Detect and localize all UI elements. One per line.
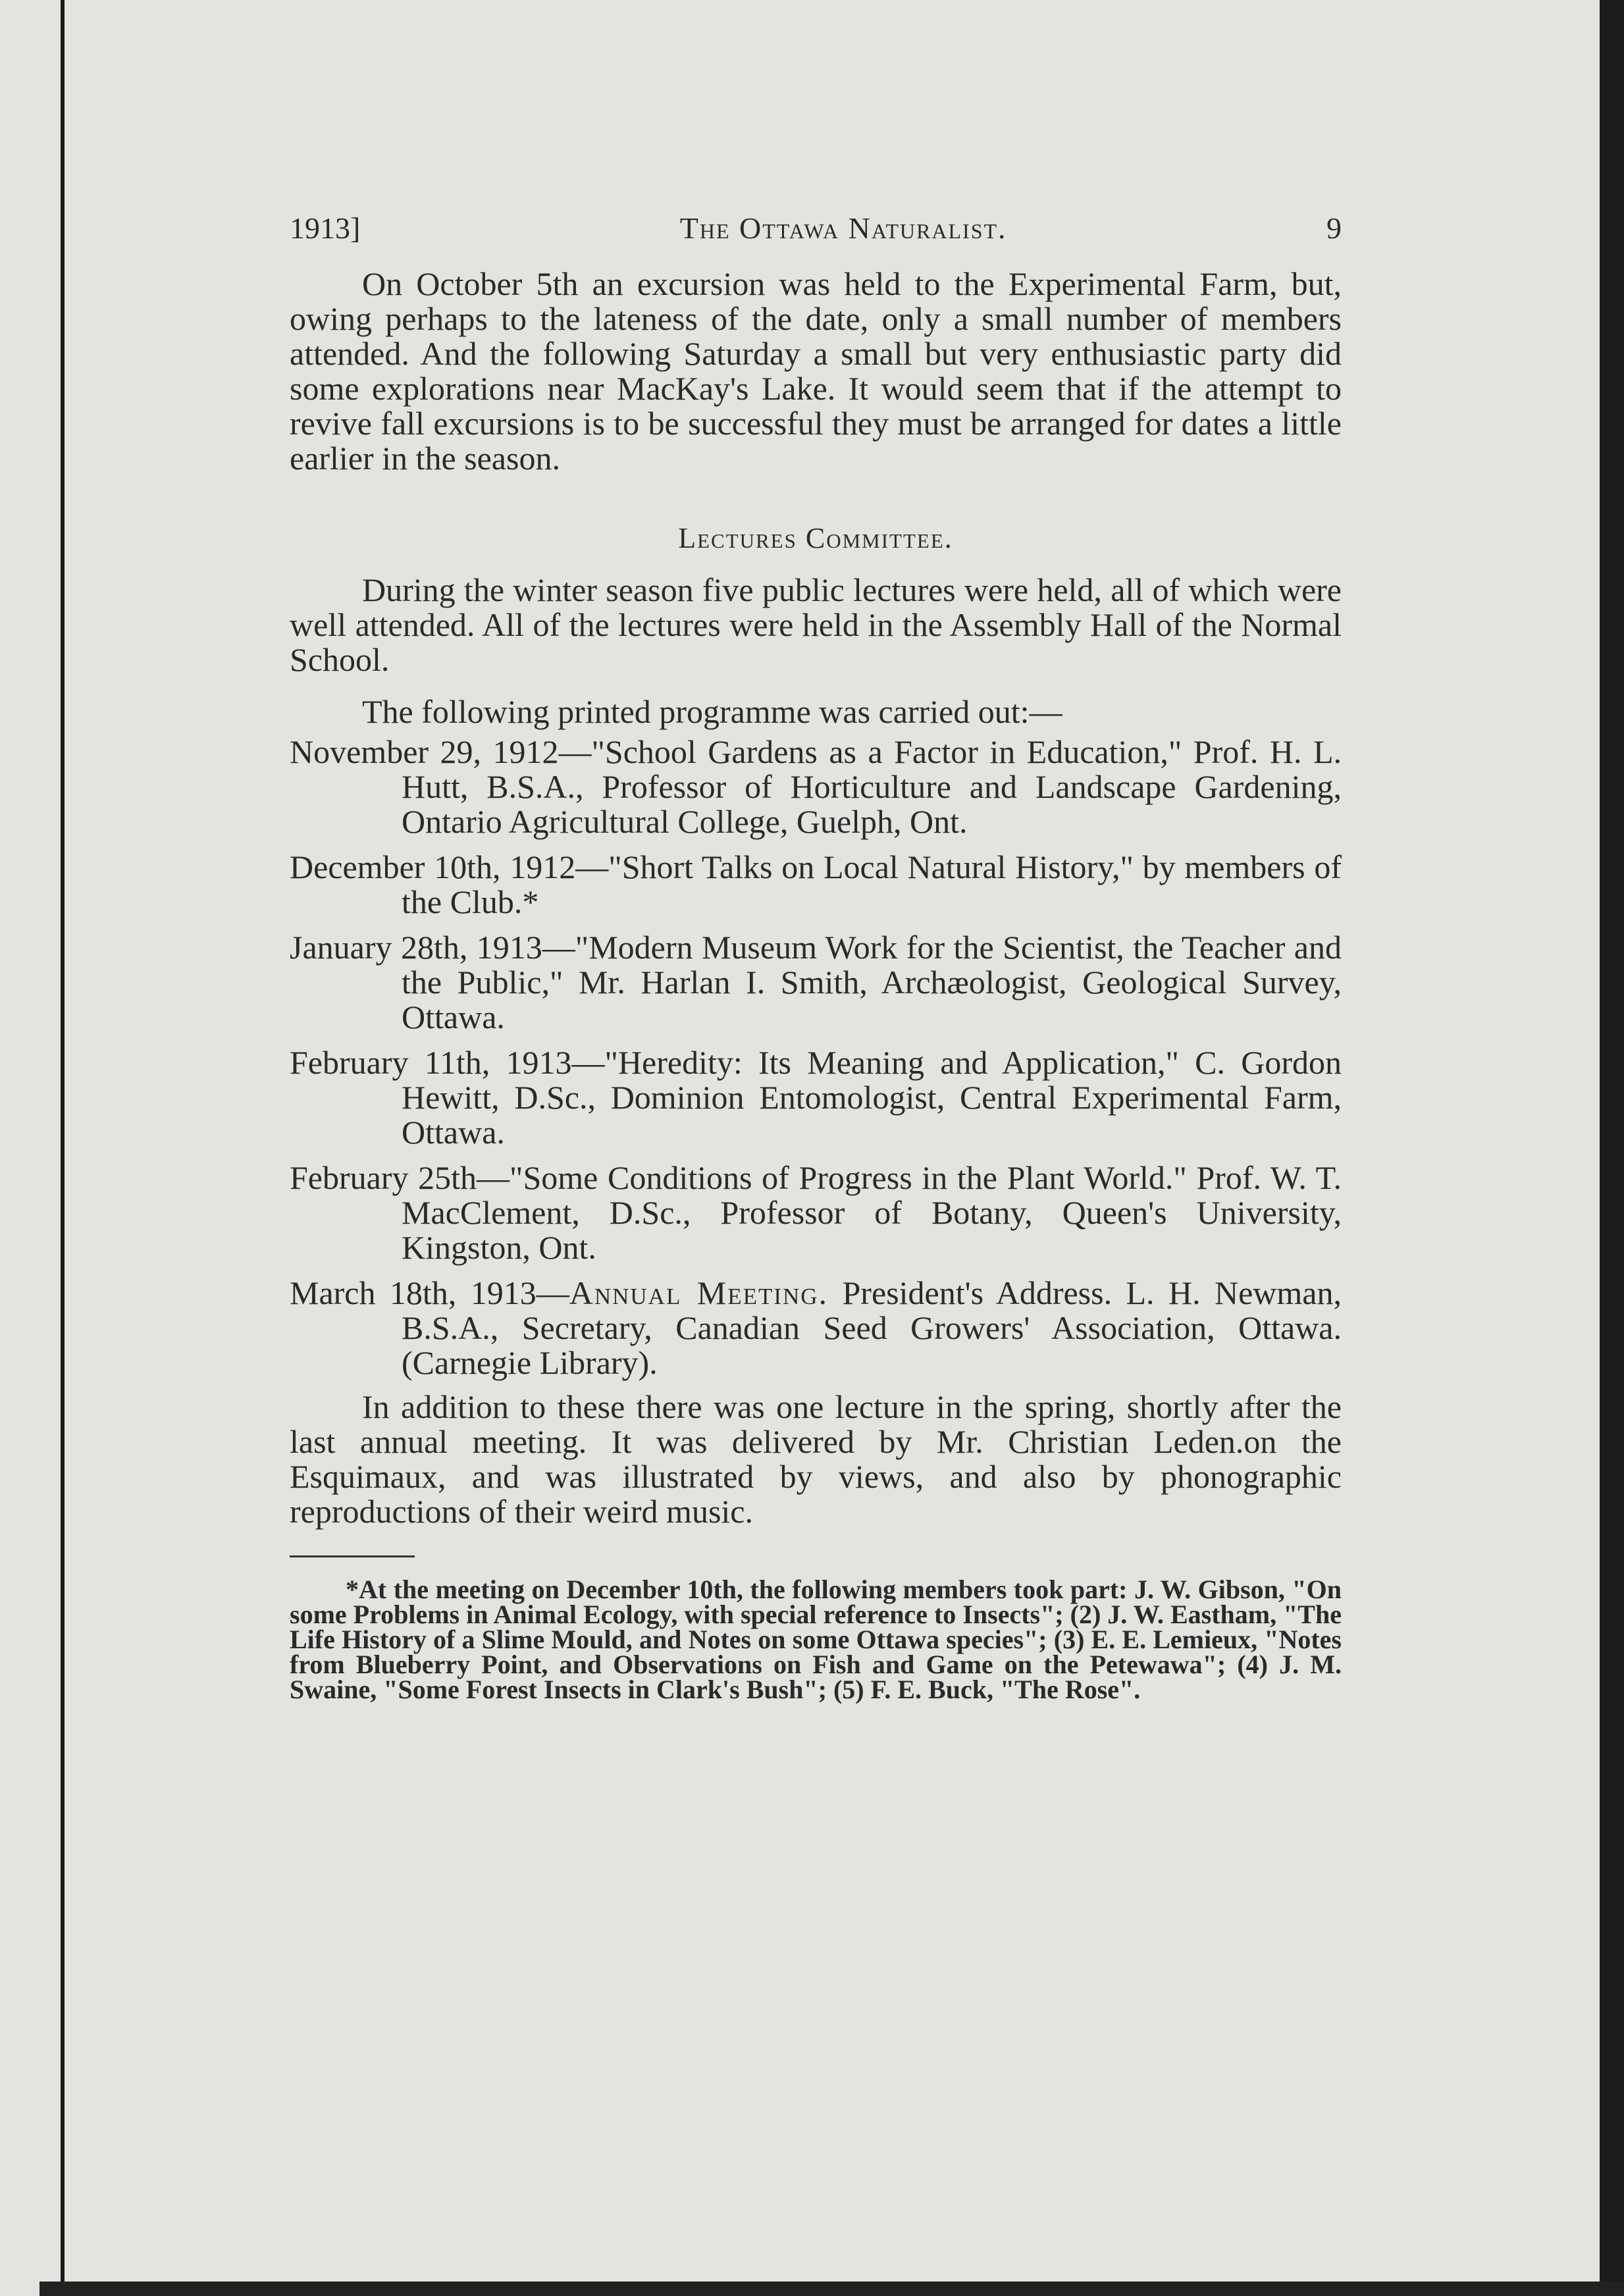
lecture-description: "Modern Museum Work for the Scientist, the Teacher and the Public," Mr. Harlan I. Smith, Archæologist, Geological Survey, Ottawa. bbox=[402, 929, 1342, 1035]
lecture-description: President's Address. L. H. Newman, B.S.A., Secretary, Canadian Seed Growers' Association, Ottawa. (Carnegie Library). bbox=[402, 1274, 1342, 1381]
annual-meeting-title: Annual Meeting. bbox=[569, 1274, 829, 1311]
page-bottom-edge bbox=[39, 2282, 1624, 2296]
document-page bbox=[290, 211, 1342, 1702]
page-right-edge bbox=[1600, 0, 1624, 2296]
programme-intro-paragraph: The following printed programme was carried out:— bbox=[362, 693, 1062, 730]
footnote-divider bbox=[290, 1555, 415, 1557]
lecture-description: "Heredity: Its Meaning and Application," C. Gordon Hewitt, D.Sc., Dominion Entomologist, Central Experimental Farm, Ottawa. bbox=[402, 1044, 1342, 1151]
excursion-paragraph: On October 5th an excursion was held to the Experimental Farm, but, owing perhaps to the lateness of the date, only a small number of members attended. And the following Saturday a small but very enthusiastic party did some explorations near MacKay's Lake. It would seem that if the attempt to revive fall excursions is to be successful they must be arranged for dates a little earlier in the season. bbox=[290, 265, 1342, 477]
annual-meeting-item: March 18th, 1913—Annual Meeting. President's Address. L. H. Newman, B.S.A., Secretary, Canadian Seed Growers' Association, Ottawa. (Carnegie Library). bbox=[290, 1274, 1342, 1381]
page-left-edge bbox=[61, 0, 65, 2296]
footnote: *At the meeting on December 10th, the following members took part: J. W. Gibson, "On some Problems in Animal Ecology, with special reference to Insects"; (2) J. W. Eastham, "The Life History of a Slime Mould, and Notes on some Ottawa species"; (3) E. E. Lemieux, "Notes from Blueberry Point, and Observations on Fish and Game on the Petewawa"; (4) J. M. Swaine, "Some Forest Insects in Clark's Bush"; (5) F. E. Buck, "The Rose". bbox=[290, 1575, 1342, 1704]
addition-paragraph: In addition to these there was one lecture in the spring, shortly after the last annual meeting. It was delivered by Mr. Christian Leden.on the Esquimaux, and was illustrated by views, and also by phonographic reproductions of their weird music. bbox=[290, 1388, 1342, 1530]
lecture-item: December 10th, 1912—"Short Talks on Local Natural History," by members of the Club.* bbox=[290, 848, 1342, 920]
lecture-date: March 18th, 1913 bbox=[290, 1274, 537, 1311]
lecture-description: "Short Talks on Local Natural History," by members of the Club.* bbox=[402, 848, 1342, 920]
journal-title: The Ottawa Naturalist. bbox=[679, 211, 1007, 245]
lecture-description: "Some Conditions of Progress in the Plant World." Prof. W. T. MacClement, D.Sc., Professor of Botany, Queen's University, Kingston, Ont. bbox=[402, 1159, 1342, 1266]
lecture-item: January 28th, 1913—"Modern Museum Work for the Scientist, the Teacher and the Public," Mr. Harlan I. Smith, Archæologist, Geological Survey, Ottawa. bbox=[290, 929, 1342, 1035]
lecture-date: February 25th bbox=[290, 1159, 477, 1196]
lecture-date: February 11th, 1913 bbox=[290, 1044, 572, 1081]
section-heading: Lectures Committee. bbox=[678, 522, 953, 554]
lecture-item: February 11th, 1913—"Heredity: Its Meaning and Application," C. Gordon Hewitt, D.Sc., Dominion Entomologist, Central Experimental Farm, Ottawa. bbox=[290, 1044, 1342, 1151]
header-year: 1913] bbox=[290, 211, 361, 245]
lecture-description: "School Gardens as a Factor in Education," Prof. H. L. Hutt, B.S.A., Professor of Horticulture and Landscape Gardening, Ontario Agricultural College, Guelph, Ont. bbox=[402, 733, 1342, 840]
lecture-list bbox=[290, 735, 1342, 1380]
lecture-date: January 28th, 1913 bbox=[290, 929, 542, 966]
lectures-intro-paragraph: During the winter season five public lectures were held, all of which were well attended. All of the lectures were held in the Assembly Hall of the Normal School. bbox=[290, 571, 1342, 678]
lecture-item: November 29, 1912—"School Gardens as a Factor in Education," Prof. H. L. Hutt, B.S.A., Professor of Horticulture and Landscape Gardening, Ontario Agricultural College, Guelph, Ont. bbox=[290, 733, 1342, 840]
lecture-item: February 25th—"Some Conditions of Progress in the Plant World." Prof. W. T. MacClement, D.Sc., Professor of Botany, Queen's University, Kingston, Ont. bbox=[290, 1159, 1342, 1266]
running-header bbox=[290, 211, 1342, 246]
lecture-date: December 10th, 1912 bbox=[290, 848, 576, 885]
page-number: 9 bbox=[1326, 211, 1342, 245]
lecture-date: November 29, 1912 bbox=[290, 733, 559, 770]
